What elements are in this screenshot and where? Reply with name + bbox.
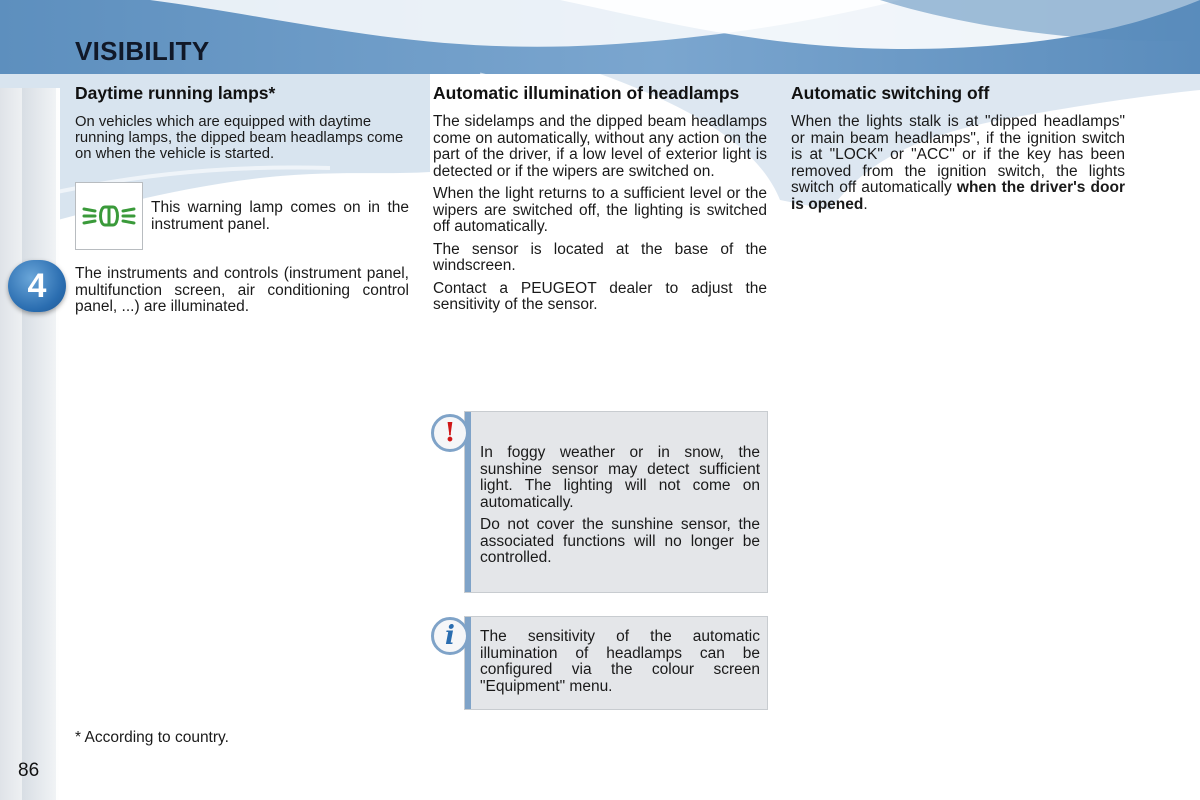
- warning-note: [444, 411, 768, 593]
- info-note-paragraph: The sensitivity of the automatic illumination of headlamps can be configured via the colour screen "Equipment" menu.: [480, 628, 760, 695]
- warning-lamp-row: [75, 182, 409, 252]
- warning-note-text: [480, 445, 760, 573]
- daytime-lamp-warning-icon: [75, 182, 143, 250]
- switching-off-bold: when the driver's door is opened: [791, 179, 1125, 213]
- info-icon: i: [431, 617, 469, 655]
- auto-illumination-paragraph: The sidelamps and the dipped beam headlamps come on automatically, without any action on the part of the driver, if a low level of exterior light is detected or if the wipers are switched on.: [433, 113, 767, 180]
- page-number: 86: [18, 760, 40, 781]
- auto-illumination-paragraph: When the light returns to a sufficient level or the wipers are switched off, the lighting is switched off automatically.: [433, 185, 767, 235]
- daytime-lamps-section: [75, 84, 409, 322]
- page-title: VISIBILITY: [75, 36, 210, 66]
- switching-off-end: .: [863, 195, 868, 213]
- info-note-text: [480, 629, 760, 701]
- automatic-switching-off-heading: Automatic switching off: [791, 83, 990, 103]
- switching-off-body: When the lights stalk is at "dipped headlamps" or main beam headlamps", if the ignition switch is at "LOCK" or "ACC" or if the key has been removed from the ignition switch, the lights switch off automatically: [791, 113, 1125, 196]
- automatic-switching-off-section: [791, 84, 1125, 219]
- auto-illumination-paragraph: The sensor is located at the base of the windscreen.: [433, 240, 767, 274]
- warning-note-paragraph: Do not cover the sunshine sensor, the associated functions will no longer be controlled.: [480, 516, 760, 566]
- warning-lamp-description: This warning lamp comes on in the instrument panel.: [151, 199, 409, 233]
- instruments-illuminated-text: The instruments and controls (instrument panel, multifunction screen, air conditioning control panel, ...) are illuminated.: [75, 265, 409, 315]
- info-note: [445, 616, 768, 710]
- automatic-illumination-heading: Automatic illumination of headlamps: [433, 83, 740, 103]
- daytime-lamps-heading: Daytime running lamps*: [75, 83, 276, 103]
- warning-exclamation-icon: !: [431, 414, 469, 452]
- left-margin-shade: [22, 88, 56, 800]
- warning-note-paragraph: In foggy weather or in snow, the sunshine sensor may detect sufficient light. The lighting will not come on automatically.: [480, 444, 760, 511]
- chapter-tab[interactable]: 4: [8, 260, 66, 312]
- auto-illumination-paragraph: Contact a PEUGEOT dealer to adjust the sensitivity of the sensor.: [433, 279, 767, 313]
- footnote: * According to country.: [75, 729, 229, 746]
- switching-off-text: [791, 114, 1125, 213]
- automatic-illumination-section: [433, 84, 767, 320]
- daytime-lamps-intro: On vehicles which are equipped with daytime running lamps, the dipped beam headlamps come on when the vehicle is started.: [75, 114, 404, 162]
